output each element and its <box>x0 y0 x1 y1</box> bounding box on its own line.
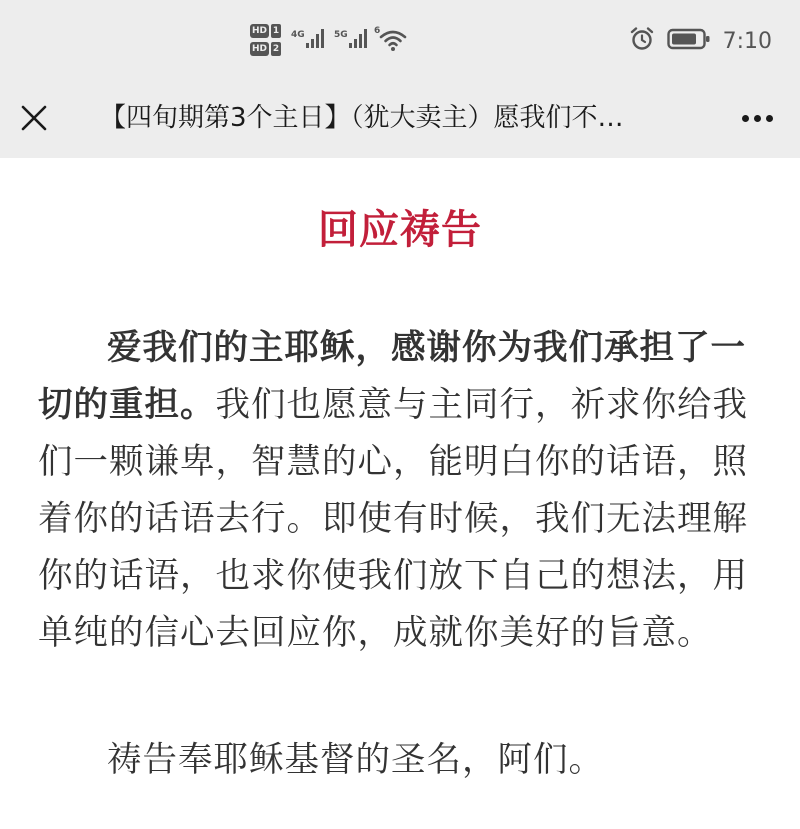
more-button[interactable] <box>734 98 780 138</box>
page-title: 【四旬期第3个主日】（犹大卖主）愿我们不… <box>100 103 624 133</box>
clock-time: 7:10 <box>722 28 772 54</box>
sim-badges <box>250 24 281 56</box>
app-header <box>0 0 800 158</box>
sim1-hd-badge <box>250 24 281 38</box>
more-dot <box>742 115 749 122</box>
more-dot <box>766 115 773 122</box>
prayer-body-text: 我们也愿意与主同行，祈求你给我们一颗谦卑，智慧的心，能明白你的话语，照着你的话语去行。即使有时候，我们无法理解你的话语，也求你使我们放下自己的想法，用单纯的信心去回应你，成就你美好的旨意。 <box>38 385 748 653</box>
network-type-label: 5G <box>334 30 348 40</box>
title-bar <box>0 80 800 158</box>
article-body <box>0 158 800 829</box>
cell-signal-icon <box>291 28 324 48</box>
alarm-icon <box>629 26 655 56</box>
hd-label: HD <box>252 26 268 36</box>
section-heading: 回应祷告 <box>318 207 482 253</box>
cell-signal-icon <box>334 28 367 48</box>
hd-label: HD <box>252 44 268 54</box>
more-dot <box>754 115 761 122</box>
wifi-label: 6 <box>374 26 381 36</box>
prayer-bold-text: 爱我们的主耶稣，感谢你为我们承担了一切的重担。 <box>38 328 746 425</box>
sim-slot-number: 2 <box>272 44 280 54</box>
right-status-group <box>629 28 772 54</box>
status-bar <box>0 0 800 80</box>
battery-icon <box>667 27 711 55</box>
sim2-hd-badge <box>250 42 281 56</box>
sim-slot-number: 1 <box>272 26 280 36</box>
network-type-label: 4G <box>291 30 305 40</box>
wifi-icon <box>374 26 408 56</box>
prayer-paragraph <box>38 320 770 662</box>
closing-line: 祷告奉耶稣基督的圣名，阿们。 <box>107 740 604 780</box>
close-button[interactable] <box>14 98 54 138</box>
close-icon <box>20 104 48 132</box>
